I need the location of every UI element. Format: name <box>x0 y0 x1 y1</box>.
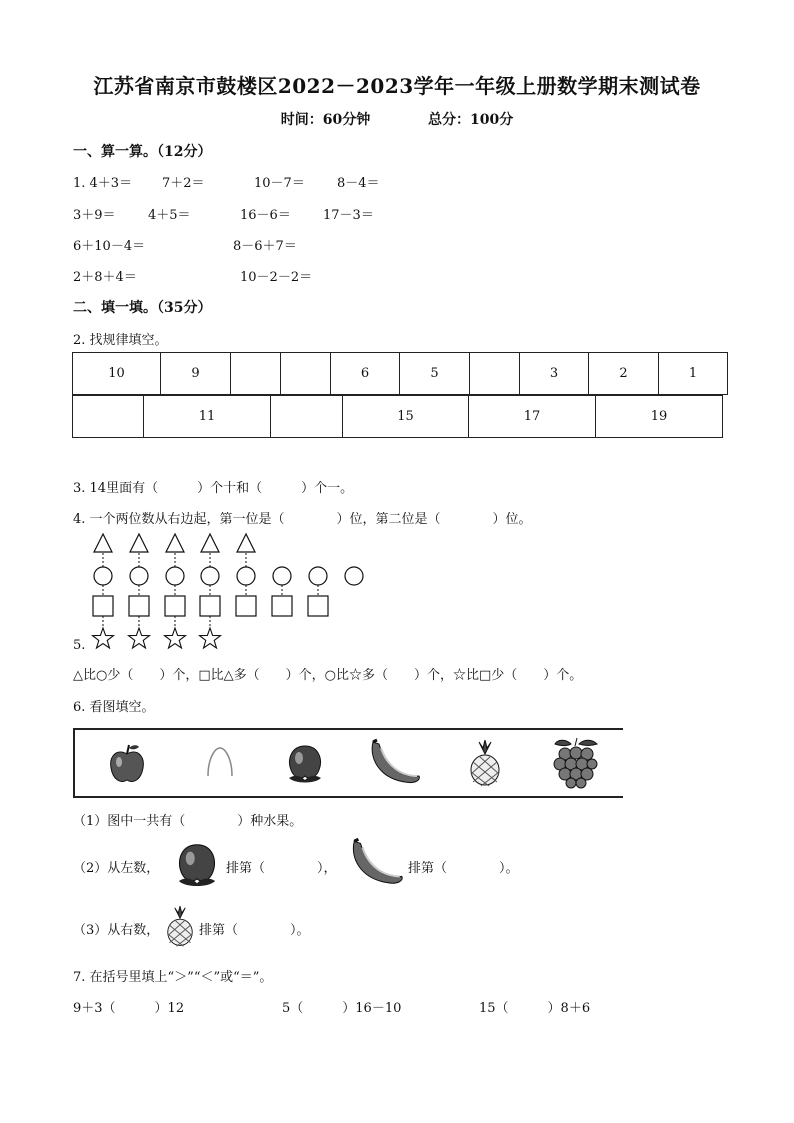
q3-text: 3. 14里面有（ ）个十和（ ）个一。 <box>73 481 354 496</box>
table-cell[interactable] <box>470 353 520 395</box>
expr: 6＋10－4＝ <box>73 239 146 254</box>
q7-item: 5（ ）16－10 <box>282 1001 402 1016</box>
page-title: 江苏省南京市鼓楼区2022－2023学年一年级上册数学期末测试卷 <box>93 74 701 98</box>
expr: 16－6＝ <box>240 208 291 223</box>
square-shape <box>165 596 185 616</box>
section2-heading: 二、填一填。（35分） <box>73 300 212 316</box>
circle-shape <box>94 567 112 585</box>
square-shape <box>200 596 220 616</box>
peach-icon <box>283 740 327 786</box>
peach-outline-icon <box>203 744 237 780</box>
expr: 8－6＋7＝ <box>233 239 297 254</box>
pineapple-icon <box>465 740 505 788</box>
circle-shape <box>309 567 327 585</box>
table-cell: 2 <box>589 353 659 395</box>
exam-info <box>0 109 794 129</box>
triangle-shape <box>94 534 112 552</box>
expr: 4＋5＝ <box>148 208 191 223</box>
triangle-shape <box>237 534 255 552</box>
circle-shape <box>273 567 291 585</box>
q6-3-pineapple-blank: 排第（ ）。 <box>199 923 310 938</box>
shapes-figure <box>86 532 386 652</box>
triangle-shape <box>130 534 148 552</box>
table-cell: 3 <box>520 353 589 395</box>
star-shape <box>200 628 221 648</box>
table-cell: 11 <box>144 396 271 438</box>
q4-text: 4. 一个两位数从右边起，第一位是（ ）位，第二位是（ ）位。 <box>73 512 532 527</box>
table-cell[interactable] <box>271 396 343 438</box>
q6-1-text: （1）图中一共有（ ）种水果。 <box>73 814 303 829</box>
fruit-strip <box>73 728 623 798</box>
pattern-table-row2 <box>72 395 723 438</box>
grapes-icon <box>551 736 601 792</box>
table-cell: 6 <box>331 353 400 395</box>
triangle-shape <box>201 534 219 552</box>
square-shape <box>308 596 328 616</box>
expr: 17－3＝ <box>323 208 374 223</box>
banana-icon <box>365 738 425 788</box>
section1-heading: 一、算一算。（12分） <box>73 144 212 160</box>
table-cell[interactable] <box>231 353 281 395</box>
q6-3-prefix: （3）从右数， <box>73 923 160 938</box>
apple-icon <box>107 742 147 786</box>
expr: 2＋8＋4＝ <box>73 270 137 285</box>
expr: 1. 4＋3＝ <box>73 176 133 191</box>
table-cell: 10 <box>73 353 161 395</box>
table-cell[interactable] <box>73 396 144 438</box>
circle-shape <box>345 567 363 585</box>
q6-2-prefix: （2）从左数， <box>73 861 160 876</box>
q6-2-peach-blank: 排第（ ）， <box>226 861 337 876</box>
q7-item: 15（ ）8＋6 <box>479 1001 591 1016</box>
pineapple-icon <box>162 906 198 948</box>
table-cell: 9 <box>161 353 231 395</box>
table-cell: 1 <box>659 353 728 395</box>
circle-shape <box>201 567 219 585</box>
table-cell: 15 <box>343 396 469 438</box>
score-label: 总分：100分 <box>428 112 514 128</box>
table-cell: 5 <box>400 353 470 395</box>
table-cell: 19 <box>596 396 723 438</box>
banana-icon <box>346 836 408 890</box>
circle-shape <box>130 567 148 585</box>
q7-item: 9＋3（ ）12 <box>73 1001 185 1016</box>
table-cell[interactable] <box>281 353 331 395</box>
expr: 10－2－2＝ <box>240 270 313 285</box>
square-shape <box>93 596 113 616</box>
table-cell: 17 <box>469 396 596 438</box>
expr: 10－7＝ <box>254 176 305 191</box>
q7-label: 7. 在括号里填上“＞”“＜”或“＝”。 <box>73 970 273 985</box>
star-shape <box>165 628 186 648</box>
q6-2-banana-blank: 排第（ ）。 <box>408 861 519 876</box>
q5-text: △比○少（ ）个，□比△多（ ）个，○比☆多（ ）个，☆比□少（ ）个。 <box>73 668 583 683</box>
expr: 8－4＝ <box>337 176 380 191</box>
expr: 7＋2＝ <box>162 176 205 191</box>
triangle-shape <box>166 534 184 552</box>
star-shape <box>93 628 114 648</box>
q5-number: 5. <box>73 638 86 653</box>
square-shape <box>236 596 256 616</box>
star-shape <box>129 628 150 648</box>
circle-shape <box>237 567 255 585</box>
time-label: 时间：60分钟 <box>280 112 371 128</box>
pattern-table-row1 <box>72 352 728 395</box>
square-shape <box>272 596 292 616</box>
expr: 3＋9＝ <box>73 208 116 223</box>
q6-label: 6. 看图填空。 <box>73 700 155 715</box>
square-shape <box>129 596 149 616</box>
circle-shape <box>166 567 184 585</box>
q2-label: 2. 找规律填空。 <box>73 333 168 348</box>
peach-icon <box>172 838 222 890</box>
